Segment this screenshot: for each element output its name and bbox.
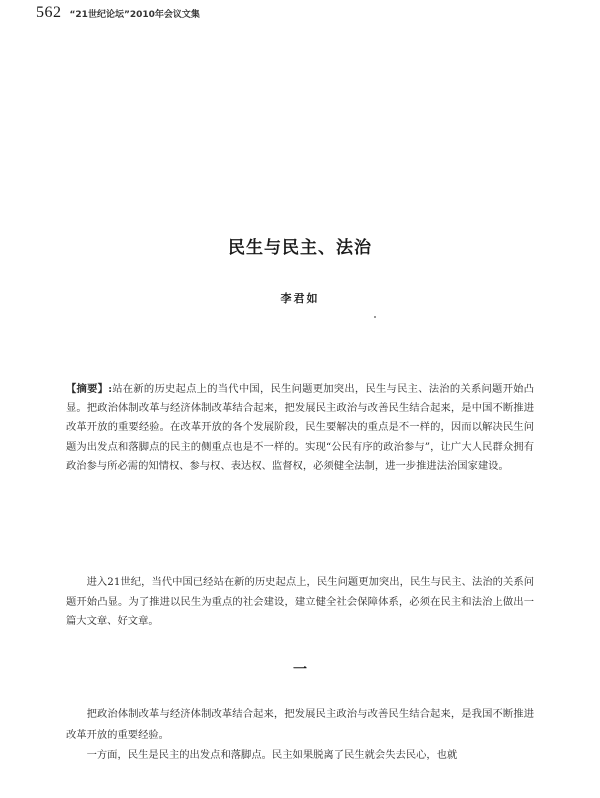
section-number: 一 <box>293 662 307 678</box>
body-text <box>66 704 534 766</box>
scan-speck <box>374 316 376 318</box>
body-paragraph: 把政治体制改革与经济体制改革结合起来，把发展民主政治与改善民生结合起来，是我国不断推进改革开放的重要经验。 <box>66 708 534 741</box>
page-header <box>36 4 200 22</box>
author-name: 李君如 <box>280 292 320 305</box>
running-title: “21世纪论坛”2010年会议文集 <box>69 10 200 20</box>
abstract <box>66 380 534 476</box>
page-number: 562 <box>36 4 62 21</box>
abstract-label: 【摘要】: <box>66 383 112 395</box>
abstract-text: 站在新的历史起点上的当代中国，民生问题更加突出，民生与民主、法治的关系问题开始凸显。把政治体制改革与经济体制改革结合起来，把发展民主政治与改善民生结合起来，是中国不断推进改革开放的重要经验。在改革开放的各个发展阶段，民生要解决的重点是不一样的，因而以解决民生问题为出发点和落脚点的民主的侧重点也是不一样的。实现“公民有序的政治参与”，让广大人民群众拥有政治参与所必需的知情权、参与权、表达权、监督权，必须健全法制，进一步推进法治国家建设。 <box>66 383 534 472</box>
article-title: 民生与民主、法治 <box>228 238 372 258</box>
intro-paragraph: 进入21世纪，当代中国已经站在新的历史起点上，民生问题更加突出，民生与民主、法治的关系问题开始凸显。为了推进以民生为重点的社会建设，建立健全社会保障体系，必须在民主和法治上做出一篇大文章、好文章。 <box>66 576 534 628</box>
body-paragraph: 一方面，民生是民主的出发点和落脚点。民主如果脱离了民生就会失去民心，也就 <box>86 749 458 761</box>
